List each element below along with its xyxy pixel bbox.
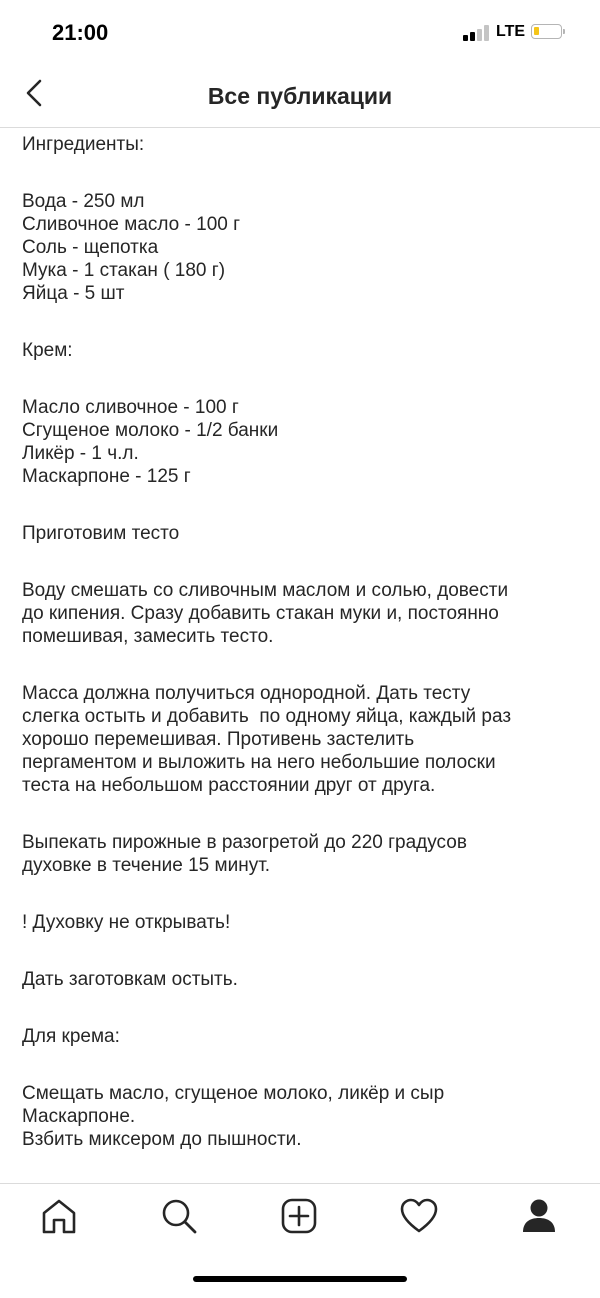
status-time: 21:00 bbox=[52, 20, 109, 45]
add-post-icon bbox=[279, 1196, 319, 1236]
profile-icon bbox=[519, 1196, 559, 1236]
caption-line: Масло сливочное - 100 г bbox=[22, 397, 239, 418]
caption-line: Сгущеное молоко - 1/2 банки bbox=[22, 420, 279, 441]
caption-paragraph bbox=[22, 362, 582, 488]
caption-line: Для крема: bbox=[22, 1026, 120, 1047]
caption-paragraph bbox=[22, 545, 582, 648]
caption-line: духовке в течение 15 минут. bbox=[22, 855, 271, 876]
post-caption bbox=[22, 128, 582, 1180]
caption-line: Маскарпоне. bbox=[22, 1106, 136, 1127]
tab-home[interactable] bbox=[39, 1196, 79, 1236]
caption-line: Ингредиенты: bbox=[22, 134, 145, 155]
tab-search[interactable] bbox=[159, 1196, 199, 1236]
caption-paragraph bbox=[22, 797, 582, 877]
caption-line: Сливочное масло - 100 г bbox=[22, 214, 241, 235]
caption-paragraph bbox=[22, 648, 582, 797]
caption-line: слегка остыть и добавить по одному яйца, каждый раз bbox=[22, 706, 512, 727]
caption-line: Воду смешать со сливочным маслом и солью, довести bbox=[22, 580, 509, 601]
signal-strength-icon bbox=[463, 24, 493, 41]
caption-line: Выпекать пирожные в разогретой до 220 градусов bbox=[22, 832, 467, 853]
tab-add-post[interactable] bbox=[279, 1196, 319, 1236]
home-indicator bbox=[193, 1276, 407, 1282]
status-bar bbox=[0, 0, 600, 64]
caption-paragraph bbox=[22, 305, 582, 362]
page-title: Все публикации bbox=[207, 83, 393, 109]
nav-header bbox=[0, 64, 600, 128]
caption-line: Ликёр - 1 ч.л. bbox=[22, 443, 139, 464]
battery-icon bbox=[531, 24, 562, 39]
caption-line: Дать заготовкам остыть. bbox=[22, 969, 238, 990]
caption-paragraph bbox=[22, 1048, 582, 1151]
caption-line: хорошо перемешивая. Противень застелить bbox=[22, 729, 415, 750]
caption-line: Крем: bbox=[22, 340, 73, 361]
caption-line: Мука - 1 стакан ( 180 г) bbox=[22, 260, 226, 281]
caption-line: Маскарпоне - 125 г bbox=[22, 466, 191, 487]
search-icon bbox=[159, 1196, 199, 1236]
home-icon bbox=[39, 1196, 79, 1236]
caption-line: Смещать масло, сгущеное молоко, ликёр и сыр bbox=[22, 1083, 445, 1104]
caption-paragraph bbox=[22, 991, 582, 1048]
network-type: LTE bbox=[496, 23, 526, 40]
caption-paragraph bbox=[22, 156, 582, 305]
caption-line: Вода - 250 мл bbox=[22, 191, 145, 212]
caption-line: Соль - щепотка bbox=[22, 237, 159, 258]
caption-paragraph bbox=[22, 934, 582, 991]
tab-activity[interactable] bbox=[399, 1196, 439, 1236]
heart-icon bbox=[399, 1196, 439, 1236]
caption-paragraph bbox=[22, 877, 582, 934]
caption-line: помешивая, замесить тесто. bbox=[22, 626, 274, 647]
caption-line: до кипения. Сразу добавить стакан муки и, постоянно bbox=[22, 603, 499, 624]
caption-line: Взбить миксером до пышности. bbox=[22, 1129, 302, 1150]
caption-line: Яйца - 5 шт bbox=[22, 283, 125, 304]
caption-line: Масса должна получиться однородной. Дать тесту bbox=[22, 683, 471, 704]
caption-line: Приготовим тесто bbox=[22, 523, 180, 544]
caption-paragraph bbox=[22, 128, 582, 156]
caption-line: ! Духовку не открывать! bbox=[22, 912, 231, 933]
caption-paragraph bbox=[22, 488, 582, 545]
caption-line: пергаментом и выложить на него небольшие полоски bbox=[22, 752, 496, 773]
caption-line: теста на небольшом расстоянии друг от друга. bbox=[22, 775, 436, 796]
tab-profile[interactable] bbox=[519, 1196, 559, 1236]
battery-cap bbox=[563, 29, 565, 34]
